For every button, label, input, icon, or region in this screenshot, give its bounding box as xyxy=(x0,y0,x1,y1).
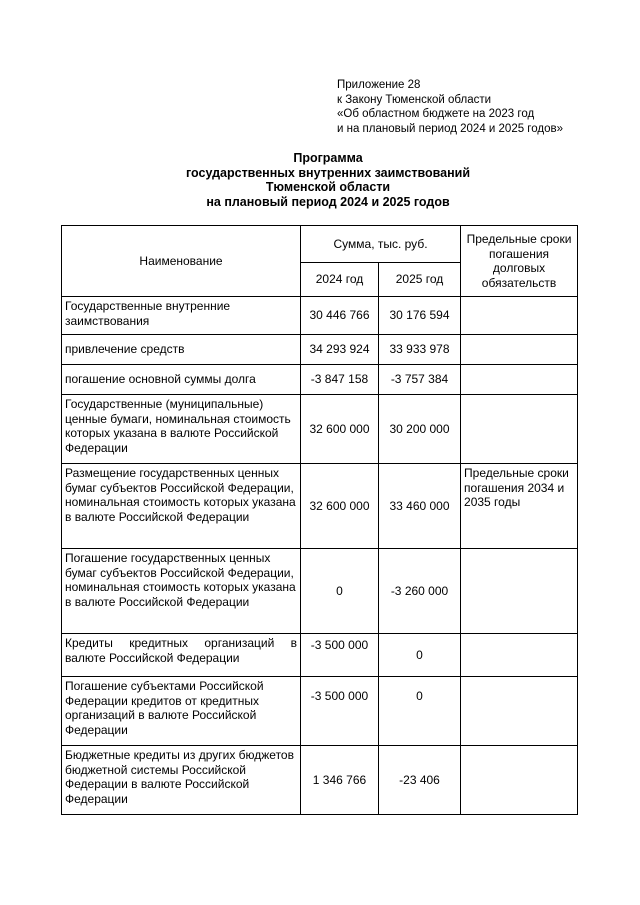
row-name: Погашение государственных ценных бумаг субъектов Российской Федерации, номинальная стоимость которых указана в валюте Российской Федерации xyxy=(62,549,301,634)
row-name: привлечение средств xyxy=(62,335,301,365)
row-value-2024: 1 346 766 xyxy=(301,746,379,815)
appendix-header xyxy=(337,78,563,136)
table-row xyxy=(62,677,578,746)
row-term xyxy=(461,746,578,815)
row-value-2024: -3 500 000 xyxy=(301,677,379,746)
header-term: Предельные сроки погашения долговых обязательств xyxy=(461,226,578,297)
table-row xyxy=(62,395,578,464)
row-name: погашение основной суммы долга xyxy=(62,365,301,395)
row-value-2025: 33 933 978 xyxy=(379,335,461,365)
row-term xyxy=(461,549,578,634)
table-row xyxy=(62,634,578,677)
row-name: Погашение субъектами Российской Федерации кредитов от кредитных организаций в валюте Российской Федерации xyxy=(62,677,301,746)
row-value-2024: 0 xyxy=(301,549,379,634)
row-term xyxy=(461,634,578,677)
row-value-2025: 30 176 594 xyxy=(379,297,461,335)
row-term xyxy=(461,335,578,365)
row-value-2024: 34 293 924 xyxy=(301,335,379,365)
row-name: Государственные (муниципальные) ценные бумаги, номинальная стоимость которых указана в валюте Российской Федерации xyxy=(62,395,301,464)
title-line: Программа xyxy=(293,151,363,165)
row-name: Бюджетные кредиты из других бюджетов бюджетной системы Российской Федерации в валюте Российской Федерации xyxy=(62,746,301,815)
table-row xyxy=(62,746,578,815)
table-row xyxy=(62,464,578,549)
row-value-2025: 0 xyxy=(379,634,461,677)
row-value-2025: -3 757 384 xyxy=(379,365,461,395)
table-row xyxy=(62,365,578,395)
row-value-2025: -3 260 000 xyxy=(379,549,461,634)
row-value-2024: -3 500 000 xyxy=(301,634,379,677)
row-value-2025: 0 xyxy=(379,677,461,746)
row-term xyxy=(461,365,578,395)
row-term xyxy=(461,297,578,335)
borrowing-program-table xyxy=(61,225,578,815)
row-term xyxy=(461,395,578,464)
table-row xyxy=(62,335,578,365)
row-term: Предельные сроки погашения 2034 и 2035 годы xyxy=(461,464,578,549)
row-value-2024: -3 847 158 xyxy=(301,365,379,395)
title-line: Тюменской области xyxy=(265,180,391,194)
row-name: Размещение государственных ценных бумаг субъектов Российской Федерации, номинальная стоимость которых указана в валюте Российской Федерации xyxy=(62,464,301,549)
row-value-2025: 33 460 000 xyxy=(379,464,461,549)
row-term xyxy=(461,677,578,746)
title-line: государственных внутренних заимствований xyxy=(185,165,470,180)
row-name: Кредиты кредитных организаций в валюте Российской Федерации xyxy=(62,634,301,677)
appendix-line: к Закону Тюменской области xyxy=(337,93,492,106)
row-value-2025: 30 200 000 xyxy=(379,395,461,464)
header-year-2024: 2024 год xyxy=(301,263,379,297)
table-row xyxy=(62,297,578,335)
appendix-line: Приложение 28 xyxy=(337,79,421,91)
appendix-line: «Об областном бюджете на 2023 год xyxy=(337,108,535,120)
row-value-2024: 32 600 000 xyxy=(301,395,379,464)
header-sum: Сумма, тыс. руб. xyxy=(301,226,461,263)
header-year-2025: 2025 год xyxy=(379,263,461,297)
row-value-2025: -23 406 xyxy=(379,746,461,815)
header-name: Наименование xyxy=(62,226,301,297)
row-value-2024: 30 446 766 xyxy=(301,297,379,335)
table-row xyxy=(62,549,578,634)
row-name: Государственные внутренние заимствования xyxy=(62,297,301,335)
appendix-line: и на плановый период 2024 и 2025 годов» xyxy=(337,122,563,135)
document-title xyxy=(60,151,596,209)
title-line: на плановый период 2024 и 2025 годов xyxy=(206,194,450,209)
row-value-2024: 32 600 000 xyxy=(301,464,379,549)
